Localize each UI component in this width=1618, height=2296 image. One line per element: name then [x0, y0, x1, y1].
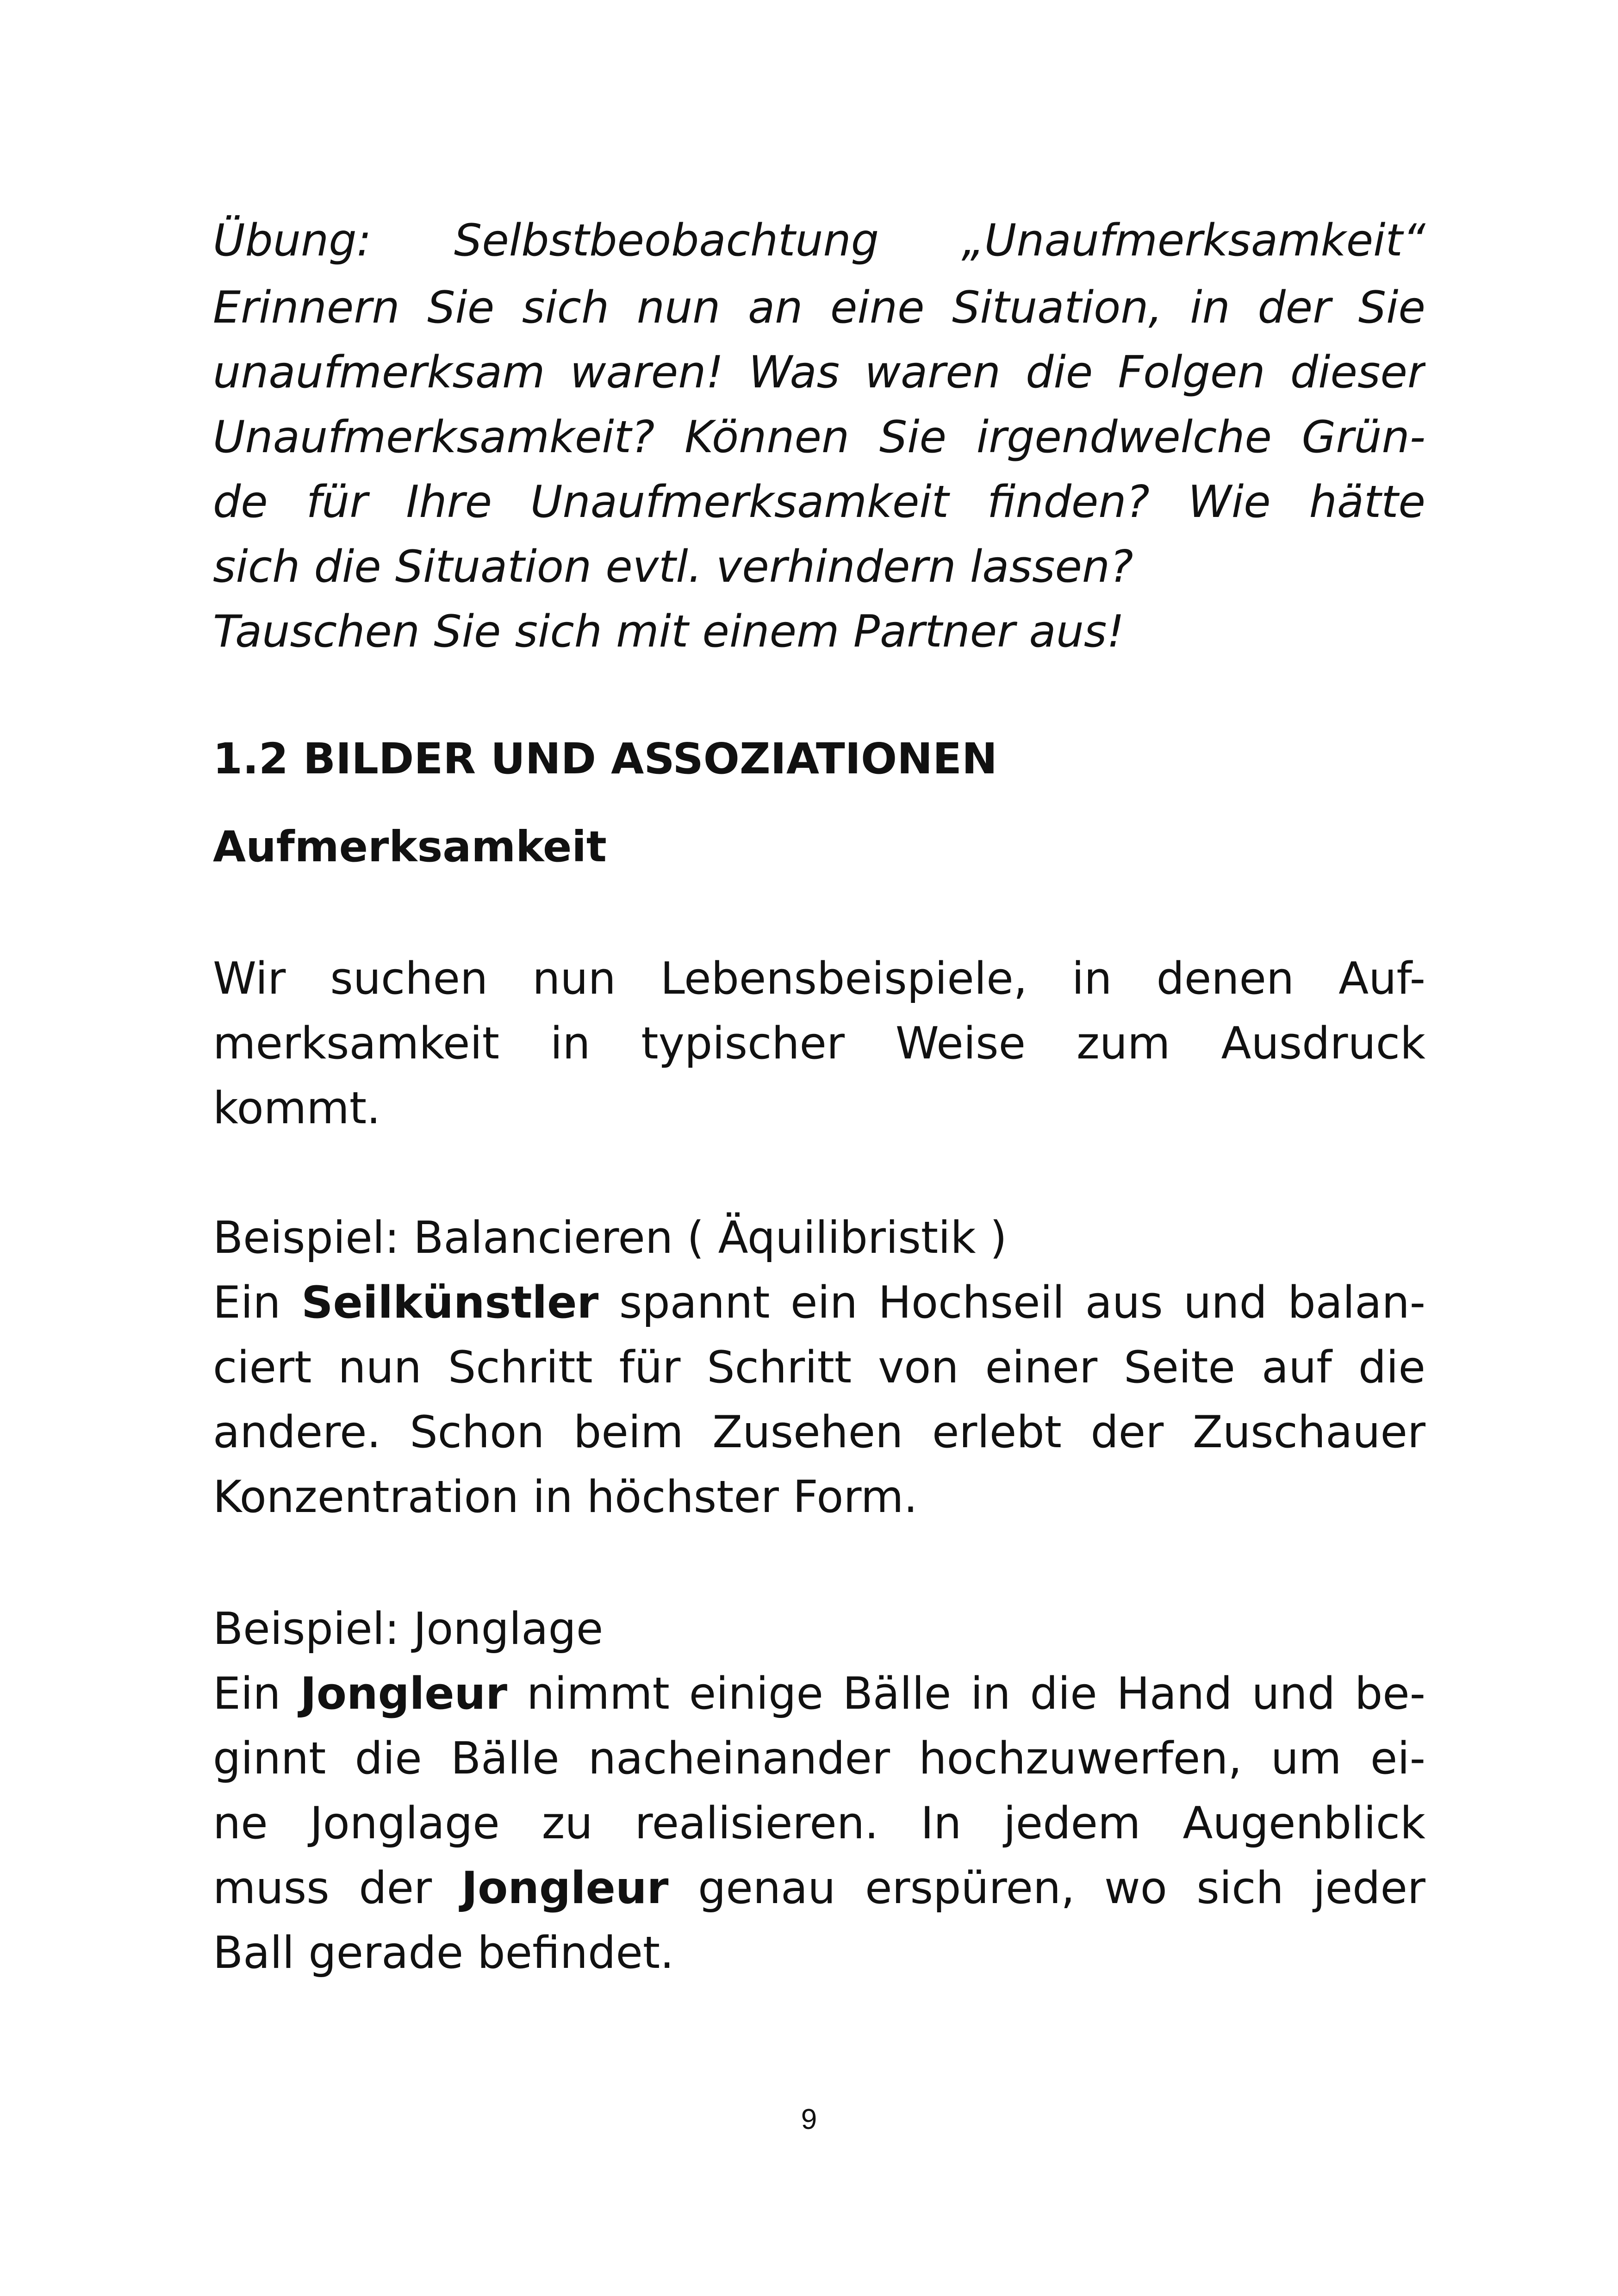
paragraph-line — [213, 1858, 1425, 1923]
exercise-line: unaufmerksam waren! Was waren die Folgen dieser — [213, 347, 1425, 398]
section-subheading: Aufmerksamkeit — [213, 822, 607, 871]
exercise-line: de für Ihre Unaufmerksamkeit finden? Wie hätte — [213, 477, 1425, 528]
exercise-line: Tauschen Sie sich mit einem Partner aus! — [213, 606, 1125, 657]
paragraph-line: ne Jonglage zu realisieren. In jedem Augenblick — [213, 1798, 1425, 1849]
paragraph-line: Ball gerade befindet. — [213, 1928, 674, 1979]
exercise-line: Unaufmerksamkeit? Können Sie irgendwelche Grün- — [213, 412, 1425, 463]
example-title: Beispiel: Jonglage — [213, 1604, 604, 1655]
keyword-jongleur: Jongleur — [300, 1668, 508, 1719]
paragraph-line: Konzentration in höchster Form. — [213, 1472, 918, 1523]
paragraph-line: merksamkeit in typischer Weise zum Ausdruck — [213, 1018, 1425, 1069]
exercise-line: sich die Situation evtl. verhindern lassen? — [213, 541, 1133, 592]
paragraph-line: andere. Schon beim Zusehen erlebt der Zuschauer — [213, 1407, 1425, 1458]
page-number: 9 — [801, 2103, 817, 2135]
keyword-seilkuenstler: Seilkünstler — [301, 1277, 599, 1328]
example-title: Beispiel: Balancieren ( Äquilibristik ) — [213, 1213, 1007, 1263]
section-heading: 1.2 BILDER UND ASSOZIATIONEN — [213, 734, 997, 784]
text-run: spannt ein Hochseil aus und balan- — [598, 1277, 1425, 1328]
text-run: genau erspüren, wo sich jeder — [668, 1863, 1425, 1914]
paragraph-line — [213, 1273, 1425, 1338]
paragraph-line: ginnt die Bälle nacheinander hochzuwerfen, um ei- — [213, 1733, 1425, 1784]
paragraph-line: kommt. — [213, 1083, 381, 1134]
keyword-jongleur: Jongleur — [461, 1863, 669, 1914]
paragraph-line: Wir suchen nun Lebensbeispiele, in denen Auf- — [213, 953, 1425, 1004]
exercise-line: Übung: Selbstbeobachtung „Unaufmerksamkeit“ — [213, 215, 1425, 266]
text-run: muss der — [213, 1863, 461, 1914]
text-run: nimmt einige Bälle in die Hand und be- — [507, 1668, 1425, 1719]
paragraph-line: ciert nun Schritt für Schritt von einer Seite auf die — [213, 1342, 1425, 1393]
text-run: Ein — [213, 1277, 302, 1328]
exercise-line: Erinnern Sie sich nun an eine Situation, in der Sie — [213, 282, 1425, 333]
paragraph-line — [213, 1664, 1425, 1729]
text-run: Ein — [213, 1668, 300, 1719]
